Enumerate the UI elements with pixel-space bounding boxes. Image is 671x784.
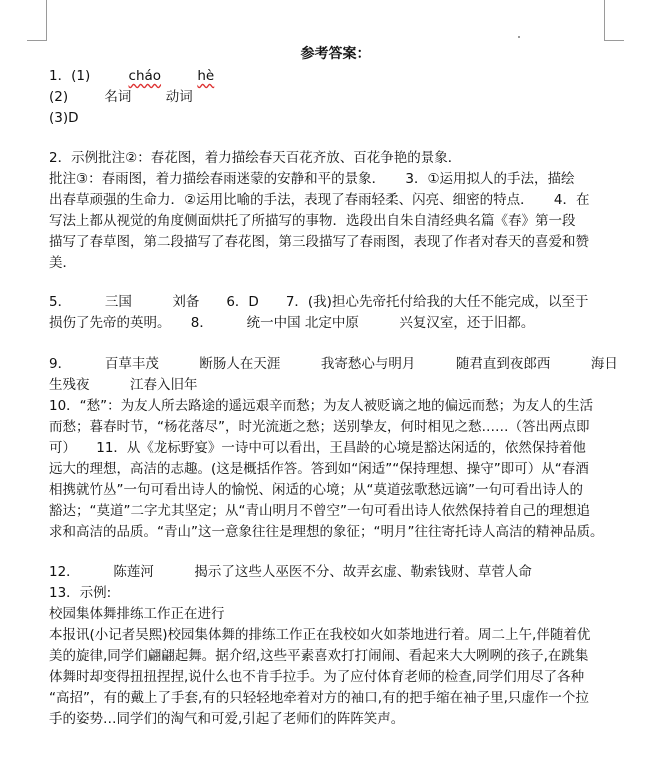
- paragraph-line: 5． 三国 刘备 6．D 7．(我)担心先帝托付给我的大任不能完成，以至于: [49, 294, 589, 310]
- paragraph-line: 生残夜 江春入旧年: [49, 377, 198, 393]
- q1-number: 1．(1): [49, 68, 91, 84]
- paragraph-line: 远大的理想，高洁的志趣。(这是概括作答。答到如“闲适”“保持理想、操守”即可）从“春酒: [49, 461, 589, 477]
- paragraph-line: 本报讯(小记者吴熙)校园集体舞的排练工作正在我校如火如荼地进行着。周二上午,伴随着优: [49, 627, 591, 643]
- paragraph-line: 手的姿势…同学们的淘气和可爱,引起了老师们的阵阵笑声。: [49, 711, 405, 727]
- paragraph-line: 描写了春草图，第二段描写了春花图，第三段描写了春雨图，表现了作者对春天的喜爱和赞: [49, 234, 589, 250]
- paragraph-line: 可） 11．从《龙标野宴》一诗中可以看出，王昌龄的心境是豁达闲适的，依然保持着他: [49, 440, 586, 456]
- pinyin-answer-1: cháo: [128, 68, 162, 84]
- corner-mark-top-right-vertical: [604, 0, 605, 40]
- paragraph-line: 出春草顽强的生命力．②运用比喻的手法，表现了春雨轻柔、闪亮、细密的特点． 4．在: [49, 192, 590, 208]
- paragraph-line: 2．示例批注②：春花图，着力描绘春天百花齐放、百花争艳的景象．: [49, 150, 462, 166]
- paragraph-line: 9． 百草丰茂 断肠人在天涯 我寄愁心与明月 随君直到夜郎西 海日: [49, 356, 618, 372]
- paragraph-line: 相携就竹丛”一句可看出诗人的愉悦、闲适的心境；从“莫道弦歌愁远谪”一句可看出诗人的: [49, 482, 583, 498]
- dot-mark: [518, 36, 520, 38]
- corner-mark-top-left-horizontal: [27, 40, 47, 41]
- pinyin-answer-2: hè: [197, 68, 215, 84]
- paragraph-line: 豁达；“莫道”二字尤其坚定；从“青山明月不曾空”一句可看出诗人依然保持着自己的理想追: [49, 503, 590, 519]
- paragraph-line: 求和高洁的品质。“青山”这一意象往往是理想的象征；“明月”往往寄托诗人高洁的精神品质。: [49, 524, 604, 540]
- q1-line-1: [49, 67, 214, 85]
- paragraph-line: 美的旋律,同学们翩翩起舞。据介绍,这些平素喜欢打打闹闹、看起来大大咧咧的孩子,在跳集: [49, 648, 589, 664]
- paragraph-line: 美．: [49, 255, 76, 271]
- paragraph-line: 而愁；暮春时节，“杨花落尽”，时光流逝之愁；送别挚友，何时相见之愁……（答出两点即: [49, 419, 590, 435]
- news-headline: 校园集体舞排练工作正在进行: [49, 606, 225, 622]
- corner-mark-top-right-horizontal: [604, 40, 624, 41]
- q1-line-3: (3)D: [49, 110, 79, 126]
- paragraph-line: “高招”，有的戴上了手套,有的只轻轻地牵着对方的袖口,有的把手缩在袖子里,只虚作一个拉: [49, 690, 589, 706]
- paragraph-line: 体舞时却变得扭扭捏捏,说什么也不肯手拉手。为了应付体育老师的检查,同学们用尽了各种: [49, 669, 585, 685]
- paragraph-line: 写法上都从视觉的角度侧面烘托了所描写的事物．选段出自朱自清经典名篇《春》第一段: [49, 213, 576, 229]
- q1-line-2: [49, 88, 193, 106]
- corner-mark-top-left-vertical: [46, 0, 47, 40]
- paragraph-line: 损伤了先帝的英明。 8． 统一中国 北定中原 兴复汉室，还于旧都。: [49, 315, 535, 331]
- page-title: 参考答案：: [300, 46, 371, 62]
- word-class-answer-2: 动词: [165, 89, 193, 105]
- word-class-answer-1: 名词: [104, 89, 132, 105]
- paragraph-line: 批注③：春雨图，着力描绘春雨迷蒙的安静和平的景象． 3．①运用拟人的手法，描绘: [49, 171, 575, 187]
- paragraph-line: 10．“愁”：为友人所去路途的遥远艰辛而愁；为友人被贬谪之地的偏远而愁；为友人的生活: [49, 398, 594, 414]
- paragraph-line: 13．示例:: [49, 585, 112, 601]
- paragraph-line: 12． 陈莲河 揭示了这些人巫医不分、故弄玄虚、勒索钱财、草菅人命: [49, 564, 532, 580]
- q1-sub-number: (2): [49, 89, 69, 105]
